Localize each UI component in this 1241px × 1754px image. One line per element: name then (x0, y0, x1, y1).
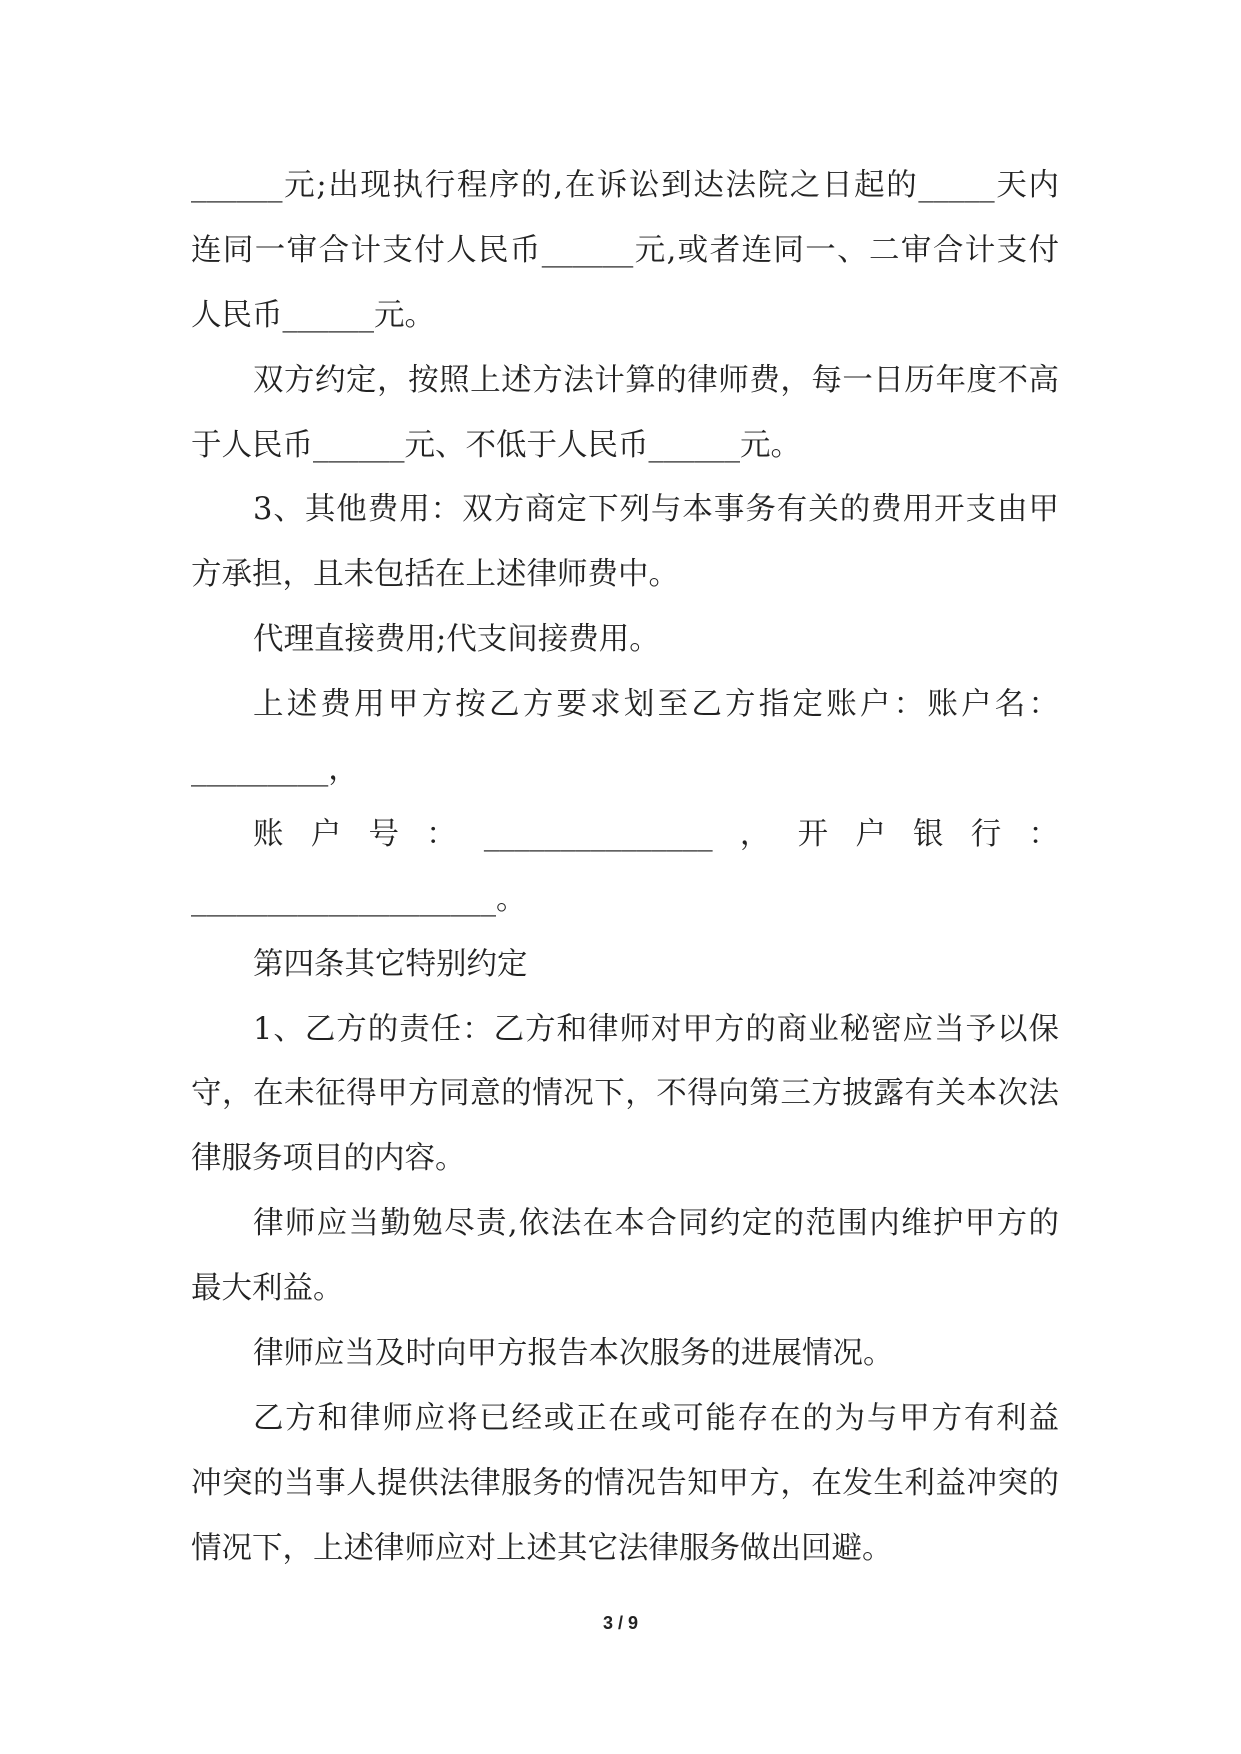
text-line: 守，在未征得甲方同意的情况下，不得向第三方披露有关本次法 (191, 1076, 1059, 1112)
document-body (191, 154, 1059, 1582)
section-heading (191, 933, 1059, 998)
paragraph (191, 673, 1059, 803)
paragraph (191, 478, 1059, 608)
text-line: 1、乙方的责任：乙方和律师对甲方的商业秘密应当予以保 (253, 1011, 1059, 1047)
text-line: 最大利益。 (191, 1271, 344, 1307)
paragraph (191, 803, 1059, 933)
text-line: _________， (191, 752, 359, 788)
text-line: 账户号：_______________，开户银行： (253, 816, 1059, 852)
text-line: 律师应当勤勉尽责,依法在本合同约定的范围内维护甲方的 (253, 1206, 1059, 1242)
text-line: 第四条其它特别约定 (253, 946, 528, 982)
text-line: ______元;出现执行程序的,在诉讼到达法院之日起的_____天内 (191, 168, 1059, 203)
text-line: 方承担，且未包括在上述律师费中。 (191, 557, 679, 593)
page-number: 3 / 9 (602, 1613, 639, 1633)
text-line: 冲突的当事人提供法律服务的情况告知甲方，在发生利益冲突的 (191, 1465, 1059, 1501)
paragraph (191, 1387, 1059, 1582)
text-line: 双方约定，按照上述方法计算的律师费，每一日历年度不高 (253, 362, 1059, 398)
text-line: 代理直接费用;代支间接费用。 (253, 622, 660, 658)
text-line: 连同一审合计支付人民币______元,或者连同一、二审合计支付 (191, 232, 1059, 268)
text-line: 律服务项目的内容。 (191, 1141, 466, 1177)
paragraph (191, 1192, 1059, 1322)
text-line: 于人民币______元、不低于人民币______元。 (191, 427, 801, 463)
paragraph (191, 154, 1059, 349)
text-line: 人民币______元。 (191, 297, 435, 333)
text-line: 律师应当及时向甲方报告本次服务的进展情况。 (253, 1336, 894, 1372)
paragraph (191, 349, 1059, 479)
paragraph (191, 998, 1059, 1193)
text-line: 上述费用甲方按乙方要求划至乙方指定账户：账户名： (253, 687, 1059, 723)
text-line: 情况下，上述律师应对上述其它法律服务做出回避。 (191, 1530, 893, 1566)
paragraph (191, 1322, 1059, 1387)
text-line: 乙方和律师应将已经或正在或可能存在的为与甲方有利益 (253, 1400, 1059, 1436)
text-line: ____________________。 (191, 881, 527, 917)
paragraph (191, 608, 1059, 673)
text-line: 3、其他费用：双方商定下列与本事务有关的费用开支由甲 (253, 492, 1059, 528)
